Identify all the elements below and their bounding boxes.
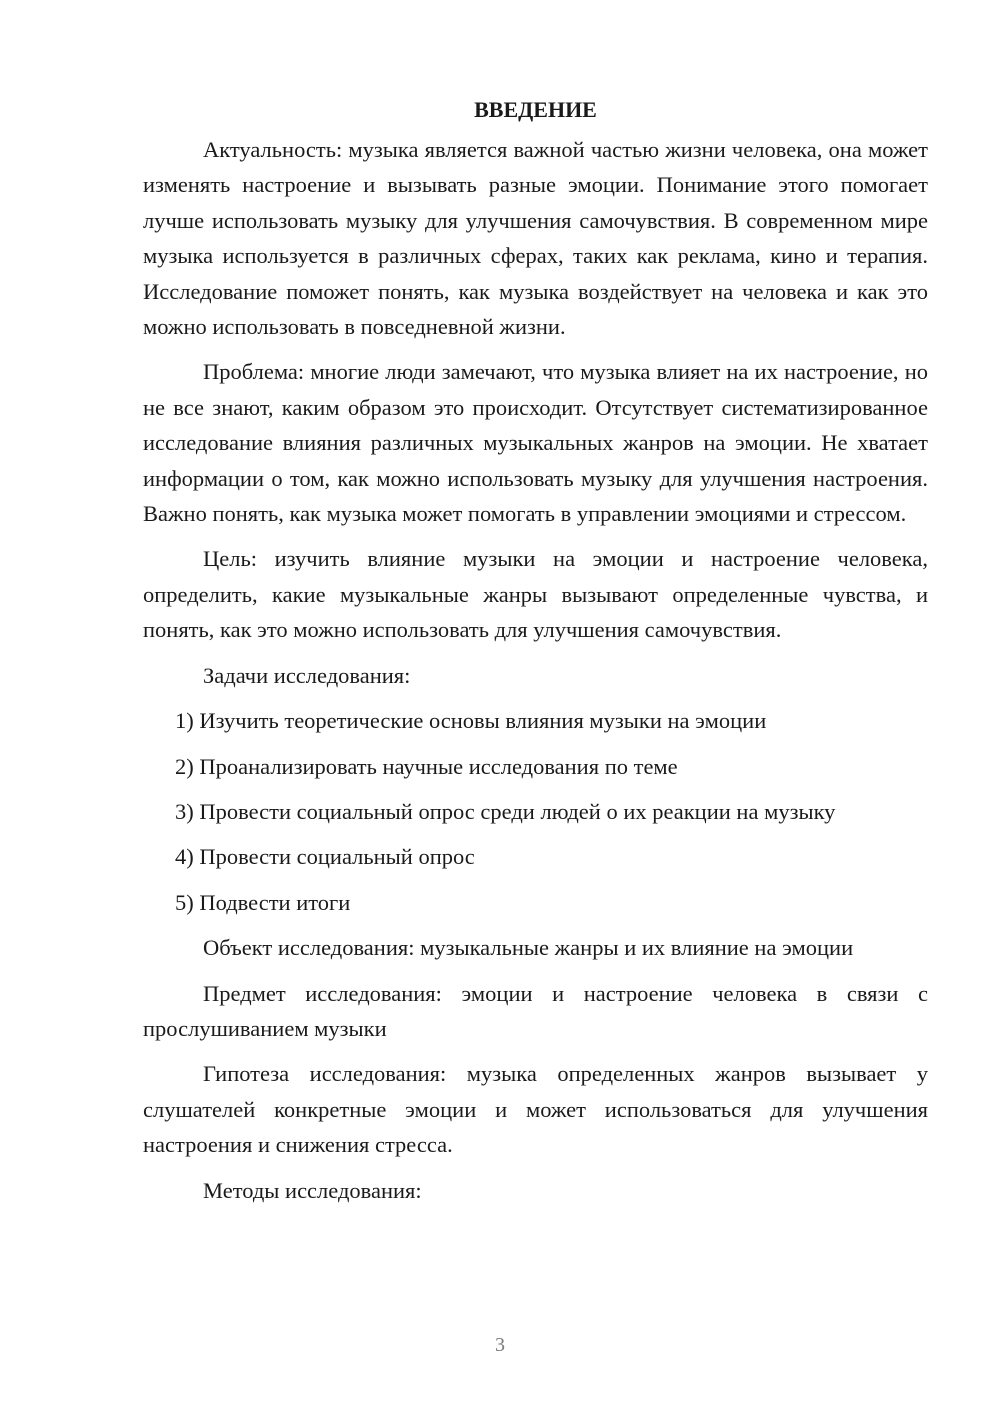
paragraph-problem: Проблема: многие люди замечают, что музыка влияет на их настроение, но не все знают, каким образом это происходит. Отсутствует систематизированное исследование влияния различных музыкальных жанров на эмоции. Не хватает информации о том, как можно использовать музыку для улучшения настроения. Важно понять, как музыка может помогать в управлении эмоциями и стрессом. (143, 359, 928, 527)
document-page (143, 92, 928, 1218)
paragraph-goal: Цель: изучить влияние музыки на эмоции и настроение человека, определить, какие музыкальные жанры вызывают определенные чувства, и понять, как это можно использовать для улучшения самочувствия. (143, 546, 928, 643)
list-item: 5) Подвести итоги (175, 889, 351, 915)
tasks-label: Задачи исследования: (203, 662, 411, 688)
paragraph-relevance: Актуальность: музыка является важной частью жизни человека, она может изменять настроение и вызывать разные эмоции. Понимание этого помогает лучше использовать музыку для улучшения самочувствия. В современном мире музыка используется в различных сферах, таких как реклама, кино и терапия. Исследование поможет понять, как музыка воздействует на человека и как это можно использовать в повседневной жизни. (143, 137, 928, 340)
paragraph-object: Объект исследования: музыкальные жанры и их влияние на эмоции (203, 935, 854, 961)
page-number: 3 (495, 1334, 505, 1356)
paragraph-hypothesis: Гипотеза исследования: музыка определенных жанров вызывает у слушателей конкретные эмоции и может использоваться для улучшения настроения и снижения стресса. (143, 1061, 928, 1158)
list-item: 2) Проанализировать научные исследования по теме (175, 753, 678, 779)
list-item: 1) Изучить теоретические основы влияния музыки на эмоции (175, 708, 767, 734)
paragraph-subject: Предмет исследования: эмоции и настроение человека в связи с прослушиванием музыки (143, 980, 928, 1041)
tasks-list (143, 703, 928, 920)
list-item: 3) Провести социальный опрос среди людей о их реакции на музыку (175, 798, 836, 824)
list-item: 4) Провести социальный опрос (175, 844, 475, 870)
page-title: ВВЕДЕНИЕ (474, 97, 597, 122)
methods-label: Методы исследования: (203, 1177, 422, 1203)
